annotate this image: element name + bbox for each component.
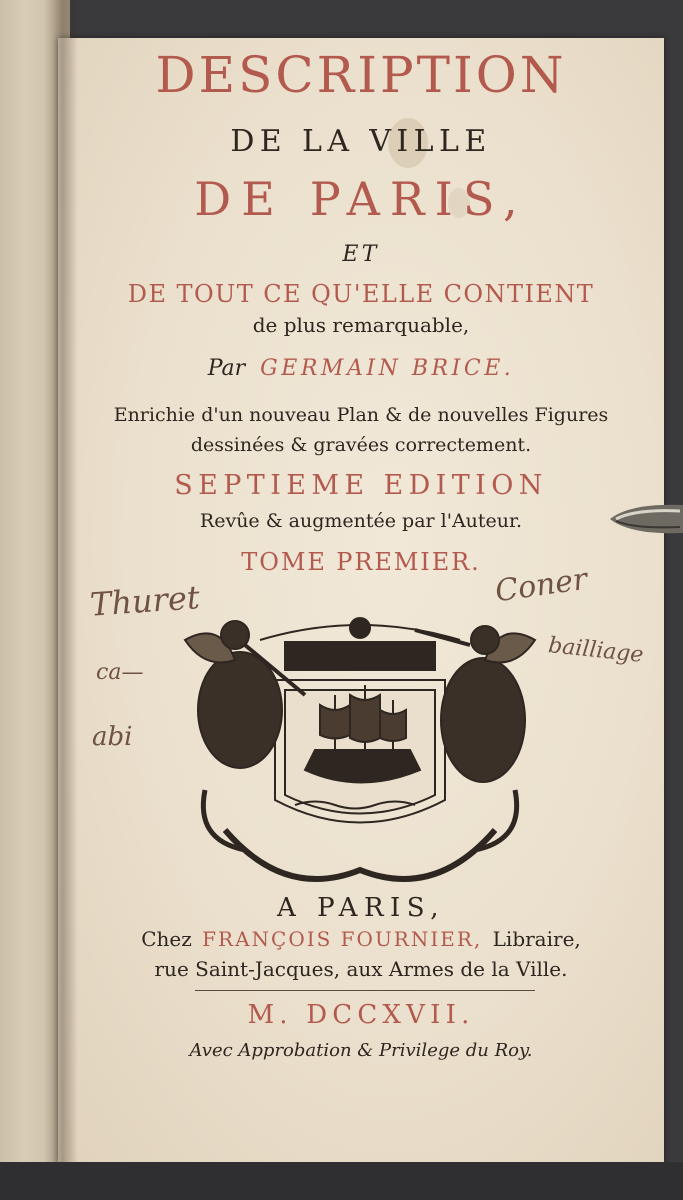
revised-line: Revûe & augmentée par l'Auteur. xyxy=(199,510,523,532)
handwriting-left-top: Thuret xyxy=(88,578,201,624)
publisher-line xyxy=(58,927,664,951)
year-line: M. DCCXVII. xyxy=(247,1000,475,1030)
privilege-line: Avec Approbation & Privilege du Roy. xyxy=(189,1040,533,1061)
handwriting-left-middle: ca— xyxy=(96,660,144,685)
author-line xyxy=(58,356,664,381)
place-line: A PARIS, xyxy=(277,893,445,923)
conjunction: ET xyxy=(342,242,380,267)
publisher-name: FRANÇOIS FOURNIER, xyxy=(202,927,483,951)
publisher-prefix: Chez xyxy=(141,927,192,951)
subtitle-line-2: de plus remarquable, xyxy=(252,313,470,337)
author-prefix: Par xyxy=(207,356,246,381)
book-lower-edge xyxy=(0,1162,683,1200)
handwriting-right-bottom: bailliage xyxy=(546,633,645,668)
imprint-divider xyxy=(195,990,535,991)
publisher-role: Libraire, xyxy=(492,927,581,951)
enriched-line-2: dessinées & gravées correctement. xyxy=(190,434,532,456)
paris-ship-emblem-with-angels-icon xyxy=(165,600,555,900)
title-line-3: DE PARIS, xyxy=(194,172,528,226)
volume-line: TOME PREMIER. xyxy=(241,548,481,576)
handwriting-left-bottom: abi xyxy=(92,722,133,752)
handwriting-right-top: Coner xyxy=(493,561,590,610)
address-line: rue Saint-Jacques, aux Armes de la Ville. xyxy=(154,957,568,981)
title-line-2: DE LA VILLE xyxy=(230,124,492,159)
metal-clasp-icon xyxy=(610,495,683,543)
author-name: GERMAIN BRICE. xyxy=(260,356,515,381)
subtitle-line-1: DE TOUT CE QU'ELLE CONTIENT xyxy=(127,280,595,308)
edition-line: SEPTIEME EDITION xyxy=(174,470,548,501)
enriched-line-1: Enrichie d'un nouveau Plan & de nouvelles Figures xyxy=(113,404,609,426)
title-line-1: DESCRIPTION xyxy=(155,46,567,104)
